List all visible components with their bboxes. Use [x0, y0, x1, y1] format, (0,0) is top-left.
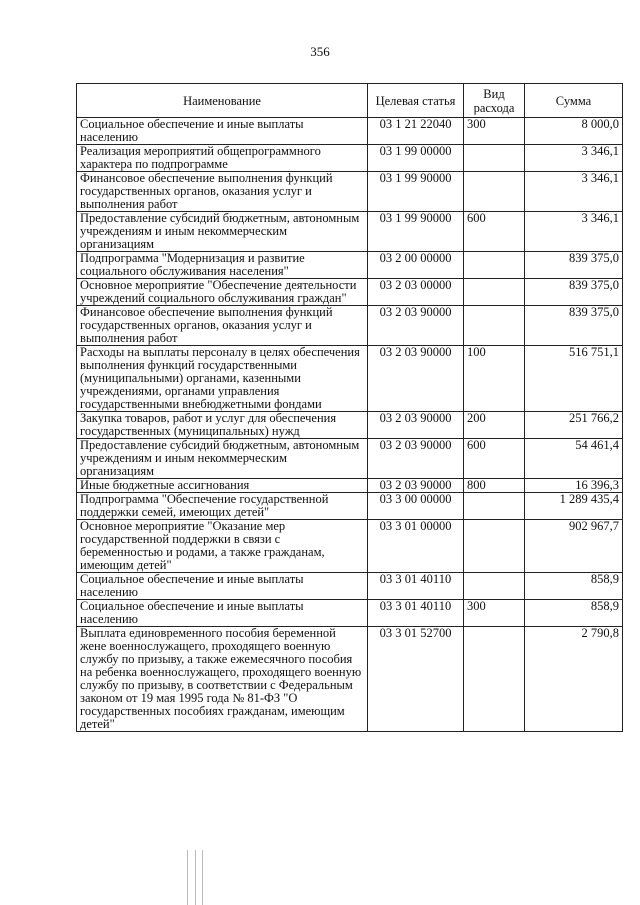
row-sum: 3 346,1 [525, 145, 623, 172]
row-sum: 1 289 435,4 [525, 493, 623, 520]
row-sum: 839 375,0 [525, 279, 623, 306]
row-target: 03 3 00 00000 [368, 493, 464, 520]
table-row [77, 346, 623, 412]
table-row [77, 306, 623, 346]
table-row [77, 600, 623, 627]
row-target: 03 2 03 90000 [368, 479, 464, 493]
row-name: Закупка товаров, работ и услуг для обеспечения государственных (муниципальных) нужд [77, 412, 368, 439]
table-row [77, 145, 623, 172]
row-kind [464, 520, 525, 573]
row-kind [464, 573, 525, 600]
table-row [77, 479, 623, 493]
row-kind: 200 [464, 412, 525, 439]
row-name: Подпрограмма "Обеспечение государственной поддержки семей, имеющих детей" [77, 493, 368, 520]
table-row [77, 252, 623, 279]
binding-marks [187, 850, 217, 905]
row-sum: 839 375,0 [525, 252, 623, 279]
row-kind [464, 279, 525, 306]
row-kind: 300 [464, 600, 525, 627]
row-name: Основное мероприятие "Обеспечение деятельности учреждений социального обслуживания граждан" [77, 279, 368, 306]
row-target: 03 1 99 90000 [368, 212, 464, 252]
row-kind: 300 [464, 118, 525, 145]
row-sum: 3 346,1 [525, 172, 623, 212]
row-name: Подпрограмма "Модернизация и развитие социального обслуживания населения" [77, 252, 368, 279]
row-sum: 16 396,3 [525, 479, 623, 493]
row-sum: 8 000,0 [525, 118, 623, 145]
row-target: 03 3 01 52700 [368, 627, 464, 732]
row-kind: 600 [464, 212, 525, 252]
table-row [77, 212, 623, 252]
header-sum: Сумма [525, 84, 623, 118]
row-kind: 600 [464, 439, 525, 479]
row-kind [464, 627, 525, 732]
row-name: Выплата единовременного пособия беременной жене военнослужащего, проходящего военную службу по призыву, а также ежемесячного пособия на ребенка военнослужащего, проходящего военную службу по призыву, в соответствии с Федеральным законом от 19 мая 1995 года № 81-ФЗ "О государственных пособиях гражданам, имеющим детей" [77, 627, 368, 732]
budget-table [76, 83, 623, 732]
header-target: Целевая статья [368, 84, 464, 118]
row-kind [464, 306, 525, 346]
row-name: Социальное обеспечение и иные выплаты населению [77, 118, 368, 145]
header-kind: Вид расхода [464, 84, 525, 118]
row-target: 03 3 01 00000 [368, 520, 464, 573]
table-row [77, 573, 623, 600]
row-target: 03 2 03 00000 [368, 279, 464, 306]
table-row [77, 412, 623, 439]
row-name: Финансовое обеспечение выполнения функций государственных органов, оказания услуг и выполнения работ [77, 172, 368, 212]
row-sum: 54 461,4 [525, 439, 623, 479]
row-name: Реализация мероприятий общепрограммного характера по подпрограмме [77, 145, 368, 172]
table-row [77, 493, 623, 520]
header-name: Наименование [77, 84, 368, 118]
row-sum: 858,9 [525, 573, 623, 600]
table-row [77, 172, 623, 212]
row-kind: 100 [464, 346, 525, 412]
table-header [77, 84, 623, 118]
row-target: 03 1 99 90000 [368, 172, 464, 212]
row-sum: 3 346,1 [525, 212, 623, 252]
row-name: Предоставление субсидий бюджетным, автономным учреждениям и иным некоммерческим организациям [77, 439, 368, 479]
row-target: 03 3 01 40110 [368, 573, 464, 600]
table-row [77, 279, 623, 306]
row-target: 03 2 03 90000 [368, 439, 464, 479]
row-name: Социальное обеспечение и иные выплаты населению [77, 573, 368, 600]
row-target: 03 3 01 40110 [368, 600, 464, 627]
row-name: Предоставление субсидий бюджетным, автономным учреждениям и иным некоммерческим организациям [77, 212, 368, 252]
row-target: 03 2 03 90000 [368, 306, 464, 346]
row-kind [464, 493, 525, 520]
row-kind [464, 252, 525, 279]
row-kind [464, 172, 525, 212]
row-name: Основное мероприятие "Оказание мер государственной поддержки в связи с беременностью и родами, а также гражданам, имеющим детей" [77, 520, 368, 573]
row-name: Социальное обеспечение и иные выплаты населению [77, 600, 368, 627]
row-sum: 516 751,1 [525, 346, 623, 412]
row-sum: 2 790,8 [525, 627, 623, 732]
row-kind: 800 [464, 479, 525, 493]
row-kind [464, 145, 525, 172]
table-row [77, 520, 623, 573]
row-name: Финансовое обеспечение выполнения функций государственных органов, оказания услуг и выполнения работ [77, 306, 368, 346]
row-name: Расходы на выплаты персоналу в целях обеспечения выполнения функций государственными (муниципальными) органами, казенными учреждениями, органами управления государственными внебюджетными фондами [77, 346, 368, 412]
row-sum: 251 766,2 [525, 412, 623, 439]
row-target: 03 1 21 22040 [368, 118, 464, 145]
table-row [77, 118, 623, 145]
table-row [77, 439, 623, 479]
table-row [77, 627, 623, 732]
row-sum: 839 375,0 [525, 306, 623, 346]
row-sum: 858,9 [525, 600, 623, 627]
row-target: 03 2 03 90000 [368, 346, 464, 412]
row-target: 03 2 00 00000 [368, 252, 464, 279]
row-target: 03 2 03 90000 [368, 412, 464, 439]
page-number: 356 [310, 44, 330, 59]
row-name: Иные бюджетные ассигнования [77, 479, 368, 493]
row-target: 03 1 99 00000 [368, 145, 464, 172]
row-sum: 902 967,7 [525, 520, 623, 573]
